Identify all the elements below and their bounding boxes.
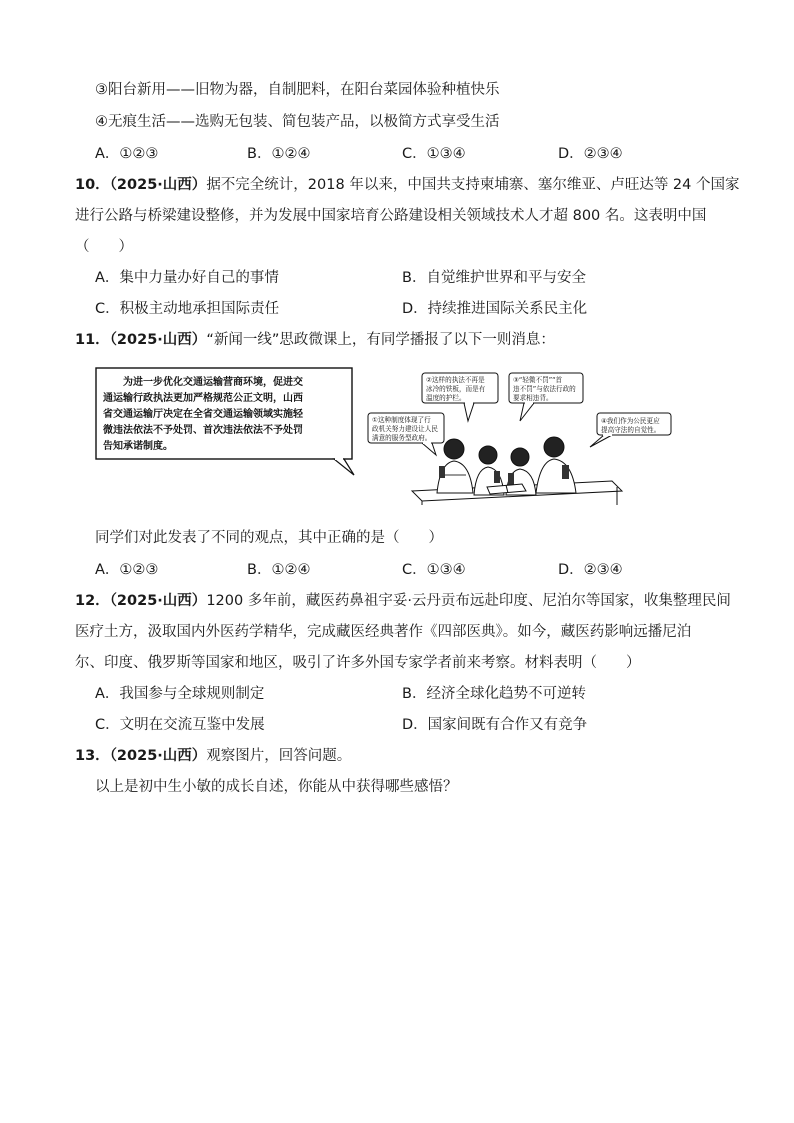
bubble-4 <box>590 413 671 447</box>
q11-option-b[interactable]: B．①②④ <box>247 562 311 578</box>
q11-option-d[interactable]: D．②③④ <box>558 562 623 578</box>
q9-option-d[interactable]: D．②③④ <box>558 146 623 162</box>
news-line-1: 为进一步优化交通运输营商环境，促进交 <box>123 377 303 388</box>
bubble-1-line-3: 满意的服务型政府。 <box>372 434 432 442</box>
bubble-1-line-1: ①这种制度体现了行 <box>372 416 431 424</box>
q13-stem-line-1 <box>75 746 351 766</box>
q10-option-d[interactable]: D．持续推进国际关系民主化 <box>402 301 588 317</box>
q9-option-b[interactable]: B．①②④ <box>247 146 311 162</box>
news-box <box>96 368 354 475</box>
bubble-3-line-3: 要求相违背。 <box>513 394 553 402</box>
q9-item-3: ③阳台新用——旧物为器，自制肥料，在阳台菜园体验种植快乐 <box>95 82 500 98</box>
q10-option-c[interactable]: C．积极主动地承担国际责任 <box>95 301 280 317</box>
q11-illustration <box>92 363 682 505</box>
q12-stem-line-3: 尔、印度、俄罗斯等国家和地区，吸引了许多外国专家学者前来考察。材料表明（ ） <box>75 655 641 671</box>
q11-stem-line-1 <box>75 330 555 350</box>
q10-number: 10． <box>75 177 110 193</box>
q9-option-a[interactable]: A．①②③ <box>95 146 159 162</box>
q13-source: （2025·山西） <box>109 748 207 764</box>
q11-stem-line-2: 同学们对此发表了不同的观点，其中正确的是（ ） <box>95 530 443 546</box>
q12-option-d[interactable]: D．国家间既有合作又有竞争 <box>402 717 588 733</box>
bubble-1-line-2: 政机关努力建设让人民 <box>372 425 438 433</box>
news-line-4: 微违法依法不予处罚、首次违法依法不予处罚 <box>103 425 303 436</box>
q12-source: （2025·山西） <box>109 593 207 609</box>
q12-stem-line-1 <box>75 591 731 611</box>
bubble-3-line-1: ③“轻微不罚”“首 <box>513 376 563 384</box>
q11-option-c[interactable]: C．①③④ <box>402 562 466 578</box>
q13-text-1: 观察图片，回答问题。 <box>206 748 352 764</box>
q10-option-a[interactable]: A．集中力量办好自己的事情 <box>95 270 279 286</box>
q10-option-b[interactable]: B．自觉维护世界和平与安全 <box>402 270 586 286</box>
q11-number: 11． <box>75 332 110 348</box>
q10-stem-line-1 <box>75 175 740 195</box>
q12-text-1: 1200 多年前，藏医药鼻祖宇妥·云丹贡布远赴印度、尼泊尔等国家，收集整理民间 <box>206 593 731 609</box>
q11-figure <box>92 363 682 505</box>
q12-number: 12． <box>75 593 110 609</box>
bubble-4-line-1: ④我们作为公民更应 <box>601 417 660 425</box>
bubble-2-line-3: 温度的护栏。 <box>426 394 466 402</box>
q10-text-1: 据不完全统计，2018 年以来，中国共支持柬埔寨、塞尔维亚、卢旺达等 24 个国家 <box>206 177 740 193</box>
bubble-2-line-1: ②这样的执法不再是 <box>426 376 485 384</box>
q12-option-a[interactable]: A．我国参与全球规则制定 <box>95 686 265 702</box>
q11-text-1: “新闻一线”思政微课上，有同学播报了以下一则消息： <box>206 332 555 348</box>
news-line-2: 通运输行政执法更加严格规范公正文明，山西 <box>103 393 303 404</box>
bubble-3-line-2: 违不罚”与依法行政的 <box>513 385 576 393</box>
bubble-3 <box>509 373 583 421</box>
q10-source: （2025·山西） <box>109 177 207 193</box>
q10-stem-line-2: 进行公路与桥梁建设整修，并为发展中国家培育公路建设相关领域技术人才超 800 名。这表明中国 <box>75 208 707 224</box>
q13-question: 以上是初中生小敏的成长自述，你能从中获得哪些感悟？ <box>95 779 458 795</box>
q12-stem-line-2: 医疗土方，汲取国内外医药学精华，完成藏医经典著作《四部医典》。如今，藏医药影响远播尼泊 <box>75 624 692 640</box>
q11-option-a[interactable]: A．①②③ <box>95 562 159 578</box>
news-line-3: 省交通运输厅决定在全省交通运输领域实施轻 <box>103 409 303 420</box>
bubble-1 <box>368 413 444 455</box>
q9-item-4: ④无痕生活——选购无包装、简包装产品，以极简方式享受生活 <box>95 114 500 130</box>
q13-number: 13． <box>75 748 110 764</box>
q11-source: （2025·山西） <box>109 332 207 348</box>
bubble-2-line-2: 冰冷的铁板，而是有 <box>426 385 486 393</box>
q12-option-b[interactable]: B．经济全球化趋势不可逆转 <box>402 686 586 702</box>
bubble-4-line-2: 提高守法的自觉性。 <box>601 426 661 434</box>
q9-option-c[interactable]: C．①③④ <box>402 146 466 162</box>
q10-blank: （ ） <box>75 239 133 255</box>
news-line-5: 告知承诺制度。 <box>103 441 173 452</box>
q12-option-c[interactable]: C．文明在交流互鉴中发展 <box>95 717 265 733</box>
